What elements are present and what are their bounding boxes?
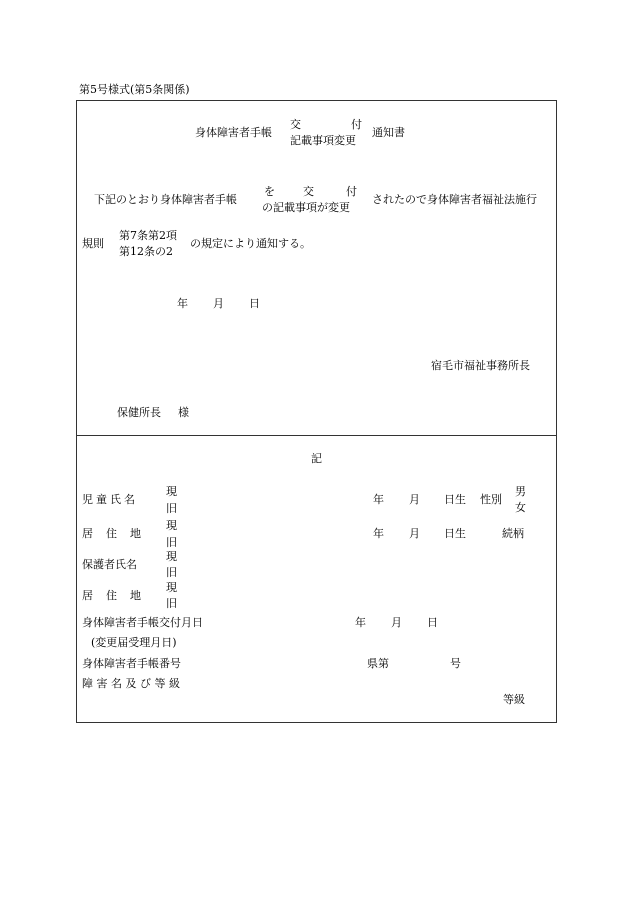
notice-title-option-kofu-1: 交 xyxy=(290,118,301,131)
form-number: 第5号様式(第5条関係) xyxy=(79,83,190,96)
issue-date-month: 月 xyxy=(391,616,402,629)
guardian-birth-day: 日生 xyxy=(444,527,466,540)
guardian-name-label: 保護者氏名 xyxy=(82,558,137,571)
child-name-current: 現 xyxy=(166,485,177,498)
honorific: 様 xyxy=(178,406,189,419)
notice-title-option-kofu-2: 付 xyxy=(351,118,362,131)
guardian-residence-label: 居住地 xyxy=(82,589,154,602)
notice-title-suffix: 通知書 xyxy=(372,126,405,139)
guardian-name-former: 旧 xyxy=(166,566,177,579)
sex-male: 男 xyxy=(515,485,526,498)
rule-suffix: の規定により通知する。 xyxy=(190,237,311,250)
notice-title-option-change: 記載事項変更 xyxy=(290,134,356,147)
notice-date-day: 日 xyxy=(249,297,260,310)
notice-body-option-change: の記載事項が変更 xyxy=(262,201,350,214)
handbook-number-label: 身体障害者手帳番号 xyxy=(82,657,181,670)
notice-body-option-kofu-2: 付 xyxy=(346,185,357,198)
number-suffix: 号 xyxy=(450,657,461,670)
rule-prefix: 規則 xyxy=(82,237,104,250)
grade-suffix: 等級 xyxy=(503,693,525,706)
guardian-birth-year: 年 xyxy=(373,527,384,540)
rule-option-2: 第12条の2 xyxy=(119,245,173,258)
details-heading: 記 xyxy=(311,452,322,465)
sex-female: 女 xyxy=(515,501,526,514)
notice-body-option-wo: を xyxy=(264,185,275,198)
birth-year: 年 xyxy=(373,493,384,506)
child-residence-label: 居住地 xyxy=(82,527,154,540)
guardian-name-current: 現 xyxy=(166,550,177,563)
notice-title-prefix: 身体障害者手帳 xyxy=(195,126,272,139)
change-date-label: (変更届受理月日) xyxy=(91,636,177,649)
notice-body-option-kofu-1: 交 xyxy=(303,185,314,198)
guardian-residence-former: 旧 xyxy=(166,597,177,610)
prefecture-number-prefix: 県第 xyxy=(367,657,389,670)
rule-option-1: 第7条第2項 xyxy=(119,229,177,242)
guardian-birth-month: 月 xyxy=(409,527,420,540)
issue-date-day: 日 xyxy=(427,616,438,629)
birth-month: 月 xyxy=(409,493,420,506)
notice-body-prefix: 下記のとおり身体障害者手帳 xyxy=(94,193,237,206)
section-divider xyxy=(76,435,557,436)
child-residence-former: 旧 xyxy=(166,536,177,549)
child-name-former: 旧 xyxy=(166,502,177,515)
child-name-label: 児童氏名 xyxy=(82,493,138,506)
child-residence-current: 現 xyxy=(166,519,177,532)
issue-date-year: 年 xyxy=(355,616,366,629)
notice-date-year: 年 xyxy=(177,297,188,310)
relation-label: 続柄 xyxy=(502,527,524,540)
addressee: 保健所長 xyxy=(117,406,161,419)
sex-label: 性別 xyxy=(480,493,502,506)
notice-date-month: 月 xyxy=(213,297,224,310)
guardian-residence-current: 現 xyxy=(166,581,177,594)
issue-date-label: 身体障害者手帳交付月日 xyxy=(82,616,203,629)
notice-body-suffix: されたので身体障害者福祉法施行 xyxy=(372,193,537,206)
issuer: 宿毛市福祉事務所長 xyxy=(431,359,530,372)
disability-label: 障害名及び等級 xyxy=(82,677,184,690)
birth-day: 日生 xyxy=(444,493,466,506)
